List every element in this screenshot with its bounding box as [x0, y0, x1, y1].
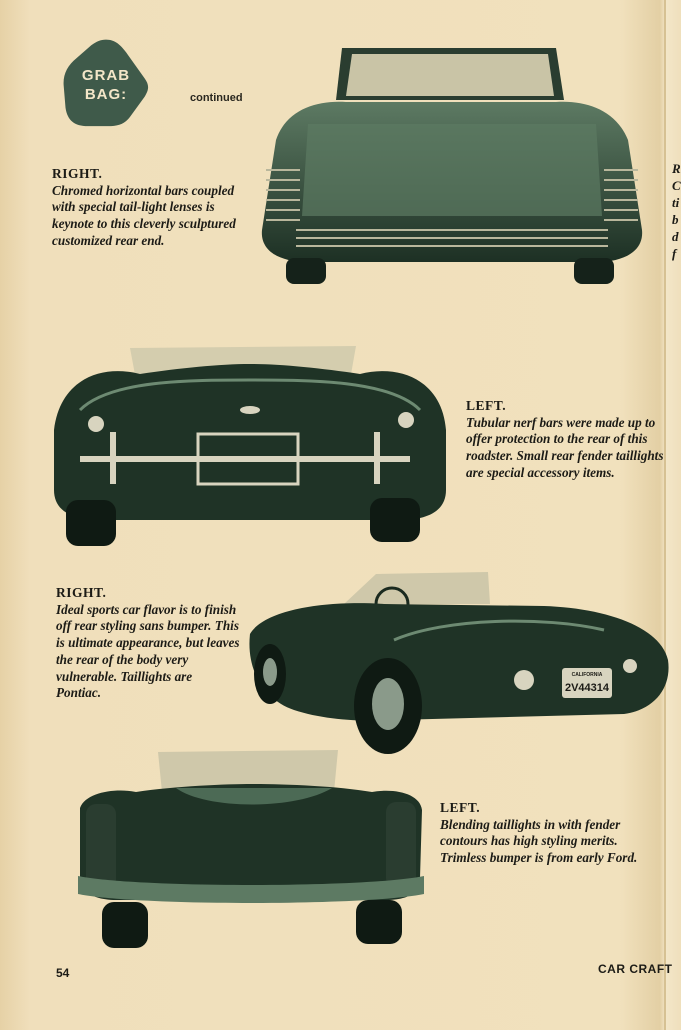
caption-heading: LEFT. [466, 398, 507, 413]
edge-letter: f [672, 246, 677, 261]
badge-line-1: GRAB [81, 67, 131, 84]
plate-state: CALIFORNIA [571, 672, 603, 678]
plate-number: 2V44314 [564, 682, 610, 694]
caption-right-1 [52, 166, 236, 250]
caption-body: Ideal sports car flavor is to finish off rear styling sans bumper. This is ultimate appearance, but leaves the rear of the body very vulnerable. Taillights are Pontiac. [56, 601, 240, 701]
caption-right-2 [56, 585, 240, 702]
facing-page-edge-text [672, 160, 681, 262]
edge-letter: C [672, 178, 681, 193]
continued-label: continued [190, 92, 243, 104]
caption-left-2 [440, 800, 640, 867]
page-number: 54 [56, 966, 70, 980]
badge-line-2: BAG: [84, 86, 128, 103]
photo-ford-bumper-rear [76, 748, 426, 952]
badge-label [60, 66, 152, 104]
caption-left-1 [466, 398, 666, 482]
edge-letter: ti [672, 195, 680, 210]
page-gutter [664, 0, 666, 1030]
photo-sports-car-rear [244, 570, 672, 760]
photo-roadster-nerf-bars [50, 340, 450, 550]
magazine-name: CAR CRAFT [598, 962, 673, 976]
caption-body: Chromed horizontal bars coupled with special tail-light lenses is keynote to this cleverly sculptured customized rear end. [52, 182, 236, 248]
caption-heading: RIGHT. [52, 166, 103, 181]
edge-letter: R [672, 161, 681, 176]
edge-letter: b [672, 212, 679, 227]
caption-heading: RIGHT. [56, 585, 107, 600]
caption-body: Blending taillights in with fender contours has high styling merits. Trimless bumper is from early Ford. [440, 816, 638, 866]
caption-heading: LEFT. [440, 800, 481, 815]
caption-body: Tubular nerf bars were made up to offer protection to the rear of this roadster. Small rear fender taillights are special accessory items. [466, 414, 664, 480]
edge-letter: d [672, 229, 679, 244]
photo-custom-rear-end [256, 40, 648, 286]
